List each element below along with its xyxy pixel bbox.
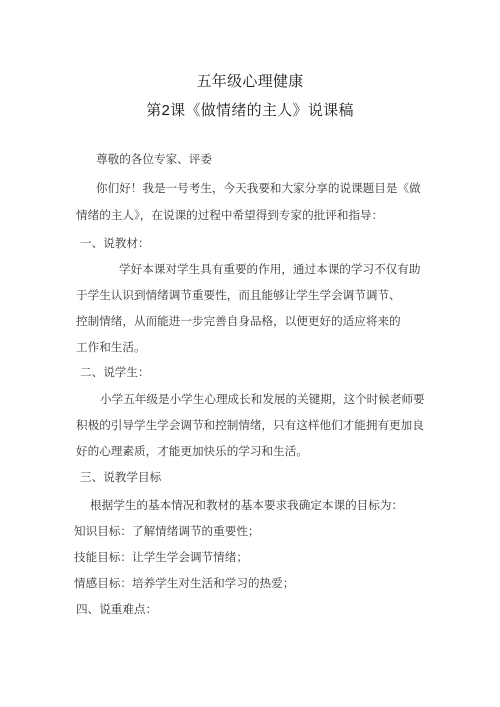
lesson-title: 第2课《做情绪的主人》说课稿: [146, 102, 354, 119]
emotion-goal: 情感目标：培养学生对生活和学习的热爱；: [74, 576, 295, 590]
document-title: 五年级心理健康: [196, 73, 304, 90]
skill-goal: 技能目标：让学生学会调节情绪；: [74, 550, 248, 564]
students-line-3: 好的心理素质，才能更加快乐的学习和生活。: [76, 444, 308, 458]
textbook-line-3: 控制情绪，从而能进一步完善自身品格，以便更好的适应将来的: [76, 314, 401, 328]
textbook-line-4: 工作和生活。: [76, 340, 146, 354]
salutation: 尊敬的各位专家、评委: [96, 152, 212, 166]
section-heading-key-points: 四、说重难点：: [76, 602, 158, 616]
textbook-line-1: 学好本课对学生具有重要的作用，通过本课的学习不仅有助: [119, 262, 421, 276]
knowledge-goal: 知识目标：了解情绪调节的重要性；: [74, 524, 260, 538]
section-heading-textbook: 一、说教材：: [80, 236, 150, 250]
section-heading-objectives: 三、说教学目标: [80, 470, 162, 484]
intro-line-1: 你们好！我是一号考生，今天我要和大家分享的说课题目是《做: [96, 181, 421, 195]
students-line-2: 积极的引导学生学会调节和控制情绪，只有这样他们才能拥有更加良: [76, 418, 424, 432]
intro-line-2: 情绪的主人》，在说课的过程中希望得到专家的批评和指导：: [76, 208, 384, 222]
objectives-intro: 根据学生的基本情况和教材的基本要求我确定本课的目标为：: [90, 498, 404, 512]
students-line-1: 小学五年级是小学生心理成长和发展的关键期，这个时候老师要: [100, 392, 425, 406]
section-heading-students: 二、说学生：: [80, 365, 150, 379]
textbook-line-2: 于学生认识到情绪调节重要性，而且能够让学生学会调节调节、: [76, 288, 401, 302]
